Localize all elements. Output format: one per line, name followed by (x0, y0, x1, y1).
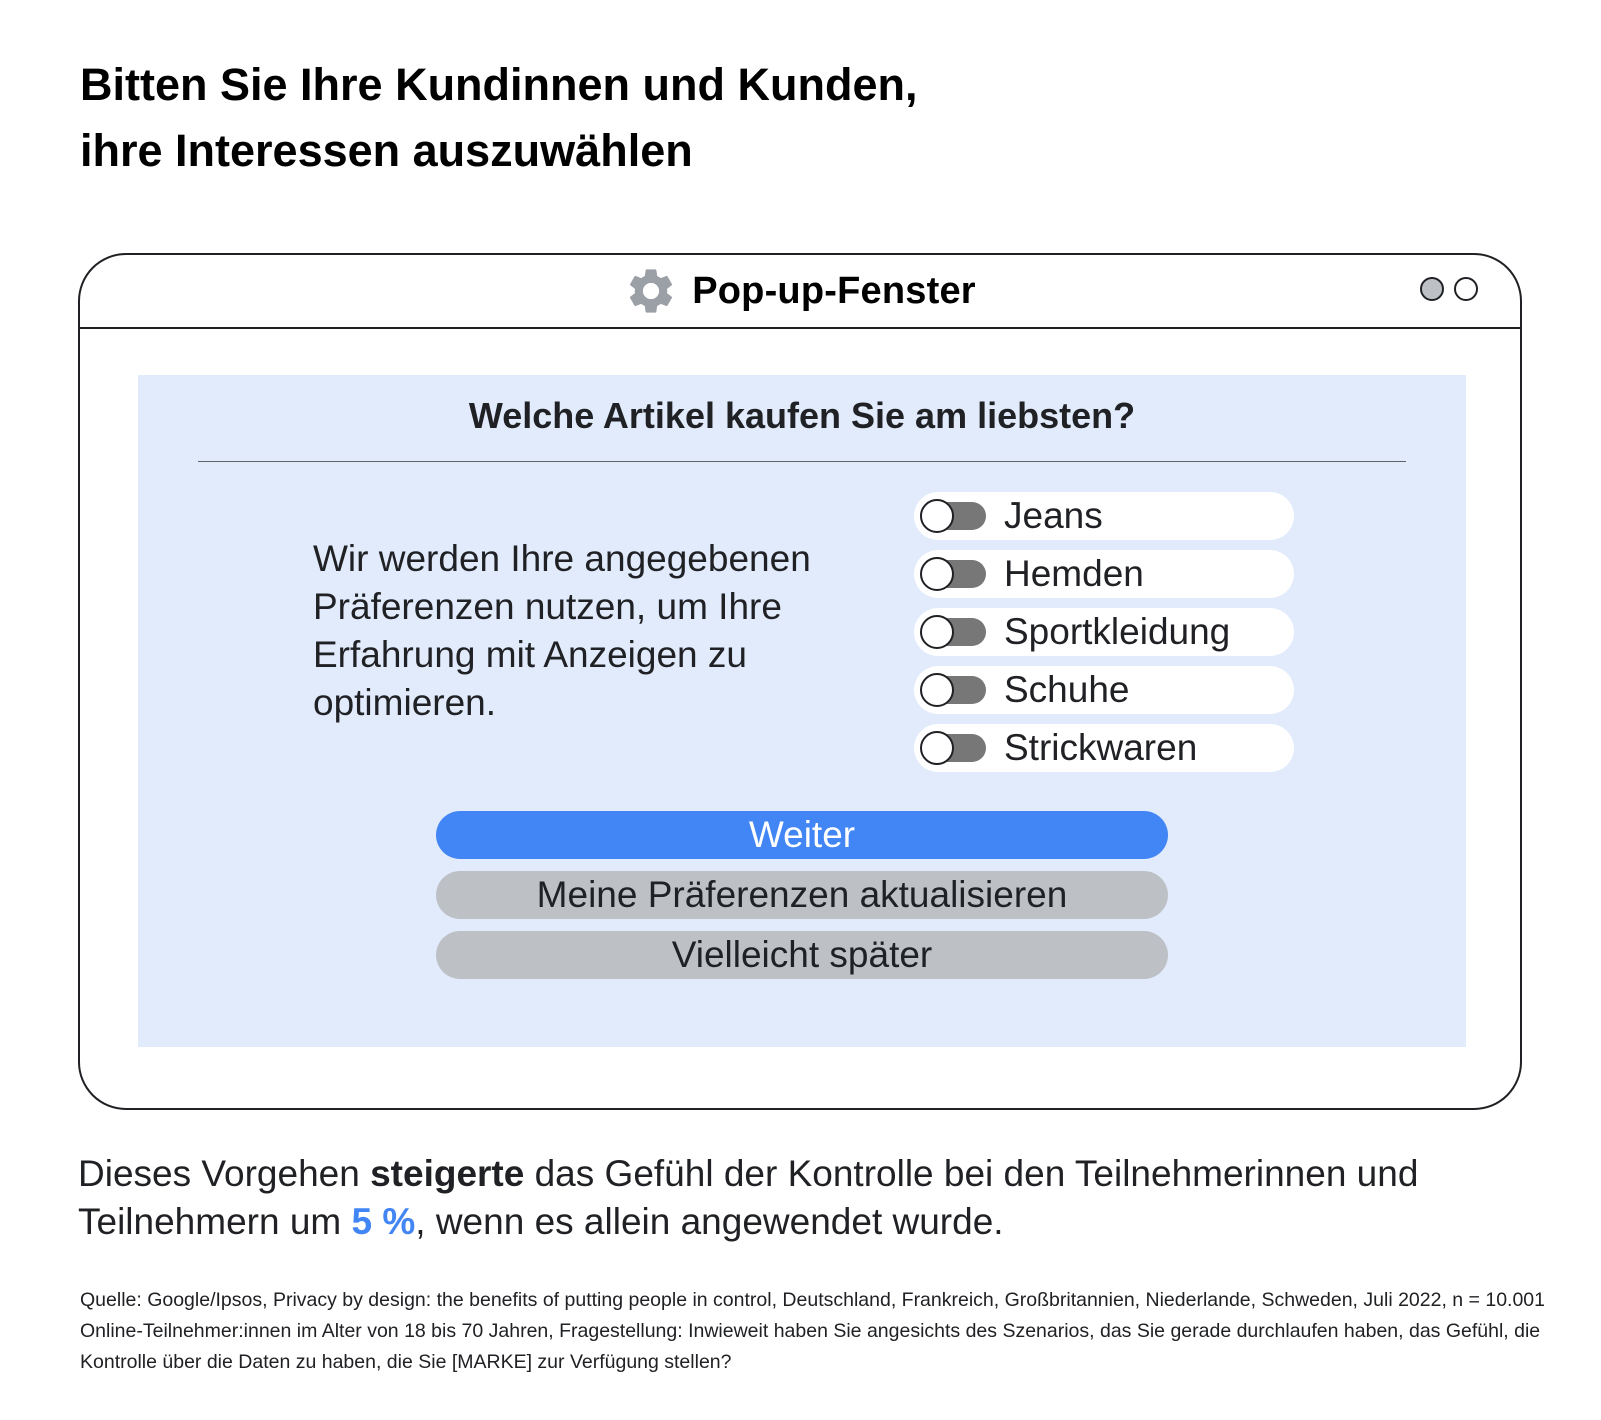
option-hemden[interactable] (914, 550, 1294, 598)
window-dot-empty-icon[interactable] (1454, 277, 1478, 301)
option-label: Hemden (1004, 553, 1144, 594)
popup-panel (138, 375, 1466, 1047)
window-title (80, 255, 1520, 327)
toggle-knob (920, 673, 954, 707)
window-titlebar (80, 255, 1520, 329)
page-headline (80, 52, 1280, 184)
summary-text: , wenn es allein angewendet wurde. (415, 1201, 1004, 1242)
popup-question: Welche Artikel kaufen Sie am liebsten? (468, 395, 1136, 436)
summary-text: das Gefühl der Kontrolle bei den Teilnehmerinnen und Teilnehmern um (78, 1153, 1419, 1242)
toggle-switch[interactable] (922, 618, 986, 646)
summary-text: Dieses Vorgehen (78, 1153, 371, 1194)
option-label: Schuhe (1004, 669, 1130, 710)
option-jeans[interactable] (914, 492, 1294, 540)
source-note: Quelle: Google/Ipsos, Privacy by design: the benefits of putting people in control, Deutschland, Frankreich, Großbritannien, Niederlande, Schweden, Juli 2022, n = 10.001 Online-Teilnehmer:innen im Alter von 18 bis 70 Jahren, Fragestellung: Inwieweit haben Sie angesichts des Szenarios, das Sie gerade durchlaufen haben, das Gefühl, die Kontrolle über die Daten zu haben, die Sie [MARKE] zur Verfügung stellen? (80, 1289, 1545, 1373)
toggle-switch[interactable] (922, 734, 986, 762)
continue-button[interactable]: Weiter (436, 811, 1168, 859)
result-summary (78, 1150, 1558, 1246)
headline-line-1: Bitten Sie Ihre Kundinnen und Kunden, (80, 59, 918, 110)
option-schuhe[interactable] (914, 666, 1294, 714)
summary-bold: steigerte (370, 1153, 525, 1194)
option-label: Jeans (1004, 495, 1103, 536)
window-controls (1420, 277, 1478, 301)
option-sportkleidung[interactable] (914, 608, 1294, 656)
question-divider (198, 461, 1406, 462)
option-label: Strickwaren (1004, 727, 1198, 768)
toggle-knob (920, 615, 954, 649)
update-preferences-button[interactable]: Meine Präferenzen aktualisieren (436, 871, 1168, 919)
gear-icon (624, 264, 678, 318)
toggle-switch[interactable] (922, 502, 986, 530)
option-label: Sportkleidung (1004, 611, 1231, 652)
interest-options-list (914, 492, 1294, 782)
toggle-knob (920, 499, 954, 533)
maybe-later-button[interactable]: Vielleicht später (436, 931, 1168, 979)
toggle-knob (920, 731, 954, 765)
headline-line-2: ihre Interessen auszuwählen (80, 125, 693, 176)
popup-explanation: Wir werden Ihre angegebenen Präferenzen nutzen, um Ihre Erfahrung mit Anzeigen zu optimieren. (313, 538, 811, 723)
popup-buttons (436, 811, 1168, 991)
toggle-switch[interactable] (922, 560, 986, 588)
option-strickwaren[interactable] (914, 724, 1294, 772)
toggle-switch[interactable] (922, 676, 986, 704)
window-title-text: Pop-up-Fenster (692, 269, 976, 312)
popup-window (78, 253, 1522, 1110)
toggle-knob (920, 557, 954, 591)
window-dot-filled-icon[interactable] (1420, 277, 1444, 301)
summary-highlight: 5 % (351, 1201, 416, 1242)
